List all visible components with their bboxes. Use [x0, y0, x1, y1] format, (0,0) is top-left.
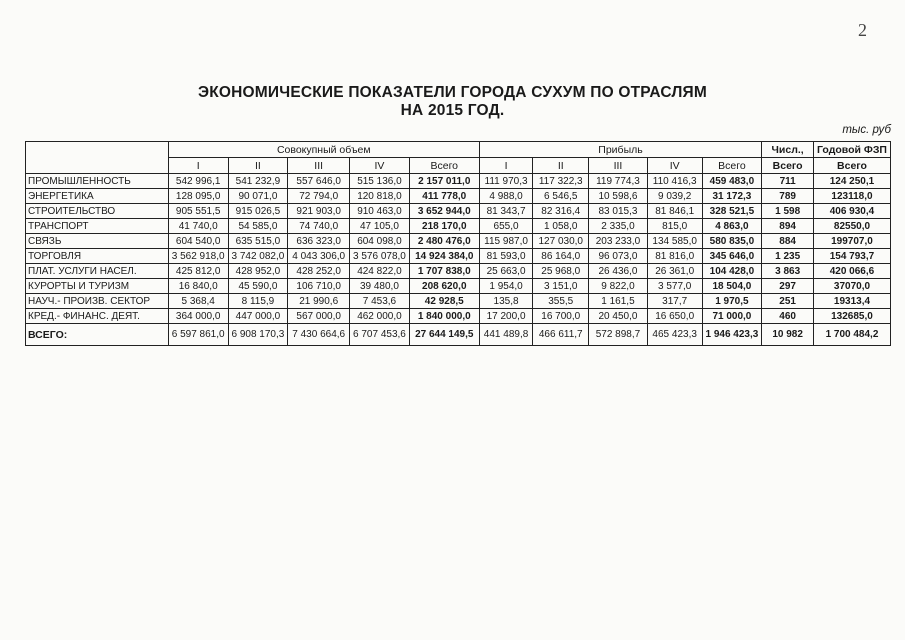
profit-q4-cell: 81 846,1: [647, 204, 702, 219]
payroll-cell: 124 250,1: [813, 174, 890, 189]
profit-q2-cell: 355,5: [533, 294, 589, 309]
profit-q3-cell: 572 898,7: [589, 324, 648, 346]
profit-q3-cell: 2 335,0: [589, 219, 648, 234]
volume-q3-cell: 636 323,0: [288, 234, 350, 249]
volume-q4-cell: 462 000,0: [350, 309, 410, 324]
table-row: [26, 234, 891, 249]
volume-q2-cell: 635 515,0: [228, 234, 288, 249]
volume-q1-cell: 128 095,0: [168, 189, 228, 204]
sector-name-cell: ТРАНСПОРТ: [26, 219, 169, 234]
volume-q4-cell: 7 453,6: [350, 294, 410, 309]
profit-q3-cell: 26 436,0: [589, 264, 648, 279]
employees-cell: 251: [762, 294, 814, 309]
volume-q2-cell: 541 232,9: [228, 174, 288, 189]
employees-cell: 10 982: [762, 324, 814, 346]
profit-q2-cell: 466 611,7: [533, 324, 589, 346]
profit-q2-cell: 127 030,0: [533, 234, 589, 249]
table-body: [26, 174, 891, 346]
profit-q2-cell: 1 058,0: [533, 219, 589, 234]
header-profit-total: Всего: [702, 158, 762, 174]
profit-q1-cell: 115 987,0: [479, 234, 533, 249]
employees-cell: 789: [762, 189, 814, 204]
payroll-cell: 154 793,7: [813, 249, 890, 264]
volume-q2-cell: 6 908 170,3: [228, 324, 288, 346]
volume-q4-cell: 6 707 453,6: [350, 324, 410, 346]
employees-cell: 460: [762, 309, 814, 324]
header-volume-total: Всего: [409, 158, 479, 174]
profit-q3-cell: 9 822,0: [589, 279, 648, 294]
header-sector-blank: [26, 142, 169, 174]
volume-q3-cell: 4 043 306,0: [288, 249, 350, 264]
profit-q4-cell: 317,7: [647, 294, 702, 309]
volume-q1-cell: 6 597 861,0: [168, 324, 228, 346]
table-row: [26, 174, 891, 189]
volume-q3-cell: 428 252,0: [288, 264, 350, 279]
volume-q2-cell: 8 115,9: [228, 294, 288, 309]
payroll-cell: 199707,0: [813, 234, 890, 249]
volume-total-cell: 2 480 476,0: [409, 234, 479, 249]
table-row: [26, 279, 891, 294]
profit-q4-cell: 81 816,0: [647, 249, 702, 264]
volume-q4-cell: 3 576 078,0: [350, 249, 410, 264]
header-employees-total: Всего: [762, 158, 814, 174]
header-volume-q1: I: [168, 158, 228, 174]
header-volume-q3: III: [288, 158, 350, 174]
profit-q1-cell: 4 988,0: [479, 189, 533, 204]
profit-q2-cell: 3 151,0: [533, 279, 589, 294]
header-payroll: Годовой ФЗП: [813, 142, 890, 158]
volume-q1-cell: 41 740,0: [168, 219, 228, 234]
profit-q1-cell: 1 954,0: [479, 279, 533, 294]
title-line-1: ЭКОНОМИЧЕСКИЕ ПОКАЗАТЕЛИ ГОРОДА СУХУМ ПО ОТРАСЛЯМ: [198, 84, 707, 101]
table-row: [26, 219, 891, 234]
volume-q1-cell: 16 840,0: [168, 279, 228, 294]
profit-q4-cell: 26 361,0: [647, 264, 702, 279]
payroll-cell: 1 700 484,2: [813, 324, 890, 346]
header-employees: Числ.,: [762, 142, 814, 158]
employees-cell: 3 863: [762, 264, 814, 279]
header-profit-group: Прибыль: [479, 142, 762, 158]
profit-q4-cell: 815,0: [647, 219, 702, 234]
header-volume-group: Совокупный объем: [168, 142, 479, 158]
volume-total-cell: 1 840 000,0: [409, 309, 479, 324]
volume-q3-cell: 106 710,0: [288, 279, 350, 294]
volume-q4-cell: 47 105,0: [350, 219, 410, 234]
profit-total-cell: 71 000,0: [702, 309, 762, 324]
profit-total-cell: 1 946 423,3: [702, 324, 762, 346]
profit-q1-cell: 81 343,7: [479, 204, 533, 219]
indicators-table: [25, 141, 891, 346]
volume-total-cell: 2 157 011,0: [409, 174, 479, 189]
employees-cell: 884: [762, 234, 814, 249]
profit-q2-cell: 6 546,5: [533, 189, 589, 204]
profit-total-cell: 31 172,3: [702, 189, 762, 204]
profit-q1-cell: 25 663,0: [479, 264, 533, 279]
volume-q3-cell: 21 990,6: [288, 294, 350, 309]
employees-cell: 711: [762, 174, 814, 189]
table-row: [26, 204, 891, 219]
sector-name-cell: НАУЧ.- ПРОИЗВ. СЕКТОР: [26, 294, 169, 309]
volume-q4-cell: 39 480,0: [350, 279, 410, 294]
page-title: [0, 84, 905, 120]
table-row: [26, 294, 891, 309]
sector-name-cell: ПЛАТ. УСЛУГИ НАСЕЛ.: [26, 264, 169, 279]
profit-q2-cell: 86 164,0: [533, 249, 589, 264]
sector-name-cell: СВЯЗЬ: [26, 234, 169, 249]
table-row: [26, 189, 891, 204]
profit-total-cell: 328 521,5: [702, 204, 762, 219]
profit-q4-cell: 110 416,3: [647, 174, 702, 189]
profit-q3-cell: 1 161,5: [589, 294, 648, 309]
profit-q2-cell: 117 322,3: [533, 174, 589, 189]
header-profit-q3: III: [589, 158, 648, 174]
volume-total-cell: 3 652 944,0: [409, 204, 479, 219]
volume-q2-cell: 90 071,0: [228, 189, 288, 204]
profit-total-cell: 1 970,5: [702, 294, 762, 309]
volume-q1-cell: 3 562 918,0: [168, 249, 228, 264]
volume-q3-cell: 72 794,0: [288, 189, 350, 204]
volume-q1-cell: 425 812,0: [168, 264, 228, 279]
payroll-cell: 420 066,6: [813, 264, 890, 279]
volume-q2-cell: 915 026,5: [228, 204, 288, 219]
sector-name-cell: ТОРГОВЛЯ: [26, 249, 169, 264]
volume-q3-cell: 921 903,0: [288, 204, 350, 219]
volume-q2-cell: 3 742 082,0: [228, 249, 288, 264]
table-row: [26, 264, 891, 279]
volume-q3-cell: 7 430 664,6: [288, 324, 350, 346]
volume-total-cell: 42 928,5: [409, 294, 479, 309]
profit-q1-cell: 17 200,0: [479, 309, 533, 324]
profit-q4-cell: 465 423,3: [647, 324, 702, 346]
payroll-cell: 406 930,4: [813, 204, 890, 219]
volume-q1-cell: 5 368,4: [168, 294, 228, 309]
employees-cell: 894: [762, 219, 814, 234]
volume-q4-cell: 910 463,0: [350, 204, 410, 219]
table-row: [26, 249, 891, 264]
header-profit-q4: IV: [647, 158, 702, 174]
payroll-cell: 123118,0: [813, 189, 890, 204]
volume-q2-cell: 428 952,0: [228, 264, 288, 279]
volume-q2-cell: 45 590,0: [228, 279, 288, 294]
header-payroll-total: Всего: [813, 158, 890, 174]
volume-q3-cell: 567 000,0: [288, 309, 350, 324]
volume-q2-cell: 447 000,0: [228, 309, 288, 324]
profit-q2-cell: 25 968,0: [533, 264, 589, 279]
volume-total-cell: 218 170,0: [409, 219, 479, 234]
header-profit-q1: I: [479, 158, 533, 174]
units-label: тыс. руб: [842, 124, 891, 136]
payroll-cell: 19313,4: [813, 294, 890, 309]
profit-total-cell: 18 504,0: [702, 279, 762, 294]
profit-q2-cell: 82 316,4: [533, 204, 589, 219]
volume-q4-cell: 424 822,0: [350, 264, 410, 279]
profit-total-cell: 459 483,0: [702, 174, 762, 189]
profit-q3-cell: 83 015,3: [589, 204, 648, 219]
profit-q2-cell: 16 700,0: [533, 309, 589, 324]
profit-q1-cell: 111 970,3: [479, 174, 533, 189]
profit-q1-cell: 81 593,0: [479, 249, 533, 264]
sector-name-cell: ПРОМЫШЛЕННОСТЬ: [26, 174, 169, 189]
page-number: 2: [858, 20, 867, 40]
volume-q4-cell: 120 818,0: [350, 189, 410, 204]
sector-name-cell: КРЕД.- ФИНАНС. ДЕЯТ.: [26, 309, 169, 324]
profit-q1-cell: 655,0: [479, 219, 533, 234]
sector-name-cell: КУРОРТЫ И ТУРИЗМ: [26, 279, 169, 294]
profit-total-cell: 104 428,0: [702, 264, 762, 279]
sector-name-cell: ВСЕГО:: [26, 324, 169, 346]
volume-q1-cell: 604 540,0: [168, 234, 228, 249]
employees-cell: 1 598: [762, 204, 814, 219]
volume-total-cell: 14 924 384,0: [409, 249, 479, 264]
volume-total-cell: 1 707 838,0: [409, 264, 479, 279]
profit-q4-cell: 16 650,0: [647, 309, 702, 324]
profit-total-cell: 580 835,0: [702, 234, 762, 249]
total-row: [26, 324, 891, 346]
sector-name-cell: СТРОИТЕЛЬСТВО: [26, 204, 169, 219]
header-profit-q2: II: [533, 158, 589, 174]
title-line-2: НА 2015 ГОД.: [400, 102, 505, 119]
payroll-cell: 82550,0: [813, 219, 890, 234]
payroll-cell: 37070,0: [813, 279, 890, 294]
sector-name-cell: ЭНЕРГЕТИКА: [26, 189, 169, 204]
profit-total-cell: 4 863,0: [702, 219, 762, 234]
volume-q1-cell: 905 551,5: [168, 204, 228, 219]
header-row-groups: [26, 142, 891, 158]
employees-cell: 297: [762, 279, 814, 294]
profit-q3-cell: 20 450,0: [589, 309, 648, 324]
volume-q4-cell: 604 098,0: [350, 234, 410, 249]
volume-total-cell: 411 778,0: [409, 189, 479, 204]
volume-q2-cell: 54 585,0: [228, 219, 288, 234]
volume-total-cell: 27 644 149,5: [409, 324, 479, 346]
profit-total-cell: 345 646,0: [702, 249, 762, 264]
profit-q4-cell: 134 585,0: [647, 234, 702, 249]
volume-q3-cell: 557 646,0: [288, 174, 350, 189]
table-row: [26, 309, 891, 324]
profit-q3-cell: 96 073,0: [589, 249, 648, 264]
profit-q1-cell: 135,8: [479, 294, 533, 309]
profit-q3-cell: 10 598,6: [589, 189, 648, 204]
header-volume-q2: II: [228, 158, 288, 174]
profit-q4-cell: 9 039,2: [647, 189, 702, 204]
volume-total-cell: 208 620,0: [409, 279, 479, 294]
profit-q3-cell: 119 774,3: [589, 174, 648, 189]
volume-q1-cell: 542 996,1: [168, 174, 228, 189]
employees-cell: 1 235: [762, 249, 814, 264]
volume-q3-cell: 74 740,0: [288, 219, 350, 234]
header-volume-q4: IV: [350, 158, 410, 174]
payroll-cell: 132685,0: [813, 309, 890, 324]
profit-q3-cell: 203 233,0: [589, 234, 648, 249]
profit-q4-cell: 3 577,0: [647, 279, 702, 294]
volume-q1-cell: 364 000,0: [168, 309, 228, 324]
volume-q4-cell: 515 136,0: [350, 174, 410, 189]
profit-q1-cell: 441 489,8: [479, 324, 533, 346]
